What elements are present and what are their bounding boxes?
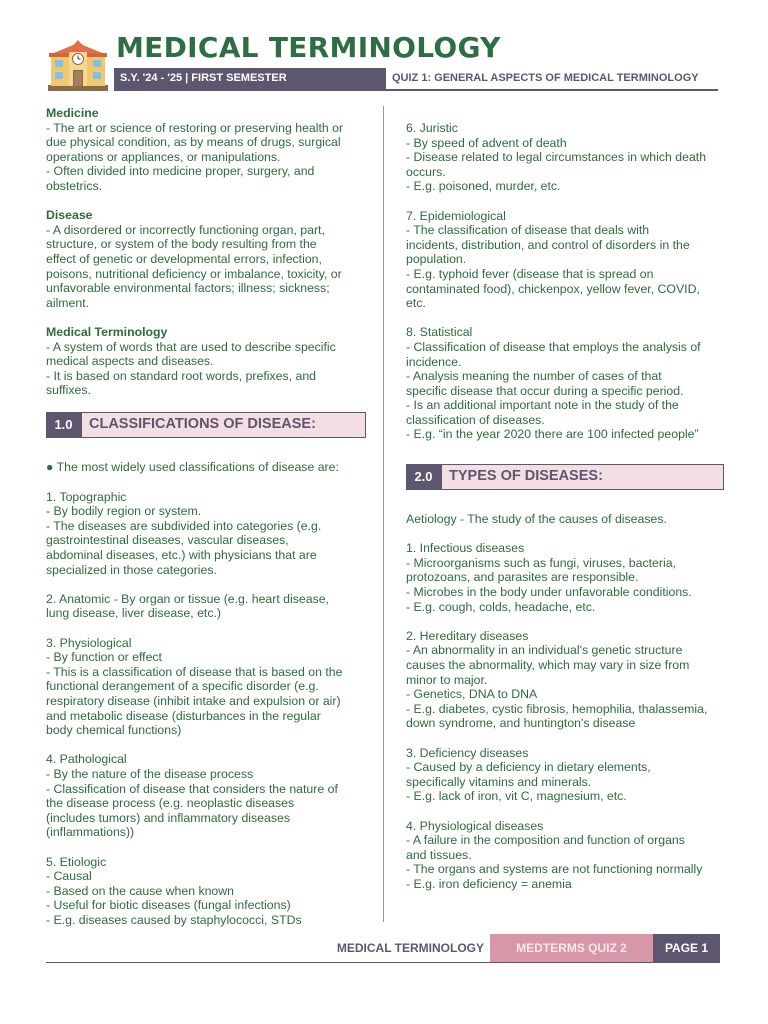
text-line: - Analysis meaning the number of cases of that	[406, 369, 662, 384]
text-line: structure, or system of the body resulting from the	[46, 237, 317, 252]
text-line: - Classification of disease that considers the nature of	[46, 781, 338, 796]
text-line: minor to major.	[406, 672, 488, 687]
quiz-title-label: QUIZ 1: GENERAL ASPECTS OF MEDICAL TERMINOLOGY	[392, 72, 699, 84]
text-line: protozoans, and parasites are responsible.	[406, 570, 639, 585]
text-line: - The classification of disease that deals with	[406, 223, 650, 238]
definition-heading: Disease	[46, 208, 93, 223]
text-line: functional derangement of a specific disorder (e.g.	[46, 679, 319, 694]
text-line: causes the abnormality, which may vary in size from	[406, 658, 690, 672]
school-year-label: S.Y. '24 - '25 | FIRST SEMESTER	[114, 68, 386, 89]
section-number: 2.0	[406, 464, 442, 490]
text-line: - By speed of advent of death	[406, 135, 567, 150]
page-title: MEDICAL TERMINOLOGY	[116, 31, 501, 64]
text-line: - Caused by a deficiency in dietary elements,	[406, 760, 651, 775]
text-line: - E.g. “in the year 2020 there are 100 infected people”	[406, 427, 699, 442]
text-line: - Disease related to legal circumstances in which death	[406, 150, 707, 165]
classification-item	[46, 592, 366, 621]
page-number: PAGE 1	[653, 934, 720, 962]
text-line: 3. Physiological	[46, 635, 132, 650]
text-line: - E.g. lack of iron, vit C, magnesium, etc.	[406, 789, 627, 804]
text-line: population.	[406, 252, 467, 267]
classification-item	[406, 121, 724, 194]
text-line: abdominal diseases, etc.) with physicians that are	[46, 548, 317, 563]
text-line: - The organs and systems are not functioning normally	[406, 862, 703, 877]
footer-quiz-label: MEDTERMS QUIZ 2	[490, 934, 653, 962]
text-line: - Useful for biotic diseases (fungal infections)	[46, 898, 291, 913]
definition-heading: Medicine	[46, 106, 99, 120]
text-line: - By bodily region or system.	[46, 504, 202, 519]
text-line: effect of genetic or developmental errors, infection,	[46, 251, 322, 266]
text-line: operations or appliances, or manipulations.	[46, 149, 281, 164]
definition-heading: Medical Terminology	[46, 324, 168, 339]
text-line: 1. Topographic	[46, 489, 127, 504]
text-line: 3. Deficiency diseases	[406, 745, 529, 760]
text-line: down syndrome, and huntington's disease	[406, 716, 636, 731]
text-line: - E.g. typhoid fever (disease that is spread on	[406, 266, 654, 281]
text-line: specifically vitamins and minerals.	[406, 774, 592, 789]
right-column	[406, 121, 724, 906]
left-column	[46, 106, 366, 942]
section-header-types	[406, 464, 724, 490]
text-line: - E.g. cough, colds, headache, etc.	[406, 599, 596, 614]
text-line: 4. Pathological	[46, 752, 127, 767]
footer-course-label: MEDICAL TERMINOLOGY	[336, 941, 484, 955]
text-line: body chemical functions)	[46, 723, 182, 738]
text-line: gastrointestinal diseases, vascular diseases,	[46, 533, 289, 548]
text-line: - Often divided into medicine proper, surgery, and	[46, 164, 315, 179]
classification-item	[46, 752, 366, 840]
text-line: - E.g. diseases caused by staphylococci, STDs	[46, 912, 302, 927]
text-line: - It is based on standard root words, prefixes, and	[46, 368, 316, 383]
classification-item	[46, 636, 366, 738]
text-line: incidents, distribution, and control of disorders in the	[406, 237, 690, 252]
text-line: - A disordered or incorrectly functioning organ, part,	[46, 222, 325, 237]
text-line: etc.	[406, 296, 426, 311]
text-line: and tissues.	[406, 847, 472, 862]
definition-block	[46, 208, 366, 310]
text-line: obstetrics.	[46, 178, 103, 193]
text-line: respiratory disease (inhibit intake and expulsion or air)	[46, 693, 341, 708]
text-line: specific disease that occur during a specific period.	[406, 383, 684, 398]
aetiology-definition	[406, 512, 724, 527]
disease-type-item	[406, 746, 724, 804]
classification-item	[406, 209, 724, 311]
text-line: - This is a classification of disease that is based on the	[46, 664, 343, 679]
text-line: - Causal	[46, 869, 92, 884]
school-building-icon	[47, 38, 109, 92]
text-line: - By function or effect	[46, 650, 162, 665]
classification-item	[46, 490, 366, 578]
text-line: - E.g. iron deficiency = anemia	[406, 876, 572, 891]
text-line: - The art or science of restoring or preserving health or	[46, 120, 344, 135]
definition-block	[46, 325, 366, 398]
definition-block	[46, 106, 366, 194]
text-line: the disease process (e.g. neoplastic diseases	[46, 796, 295, 811]
text-line: - A system of words that are used to describe specific	[46, 339, 336, 354]
classification-intro	[46, 460, 366, 475]
text-line: 5. Etiologic	[46, 854, 107, 869]
text-line: 4. Physiological diseases	[406, 818, 544, 833]
text-line: - Classification of disease that employs the analysis of	[406, 339, 701, 354]
section-number: 1.0	[46, 412, 82, 438]
text-line: - An abnormality in an individual's genetic structure	[406, 643, 683, 658]
text-line: incidence.	[406, 354, 462, 369]
page-footer	[46, 934, 720, 963]
text-line: 2. Anatomic - By organ or tissue (e.g. heart disease,	[46, 591, 329, 606]
text-line: occurs.	[406, 164, 446, 179]
text-line: - Based on the cause when known	[46, 883, 234, 898]
text-line: suffixes.	[46, 383, 91, 398]
classification-item	[46, 855, 366, 928]
text-line: - A failure in the composition and function of organs	[406, 833, 685, 848]
text-line: classification of diseases.	[406, 412, 545, 427]
text-line: 2. Hereditary diseases	[406, 628, 529, 643]
text-line: (includes tumors) and inflammatory diseases	[46, 810, 290, 825]
text-line: 6. Juristic	[406, 121, 458, 135]
text-line: medical aspects and diseases.	[46, 354, 214, 369]
text-line: specialized in those categories.	[46, 562, 217, 577]
disease-type-item	[406, 629, 724, 731]
text-line: lung disease, liver disease, etc.)	[46, 606, 221, 621]
text-line: - Genetics, DNA to DNA	[406, 687, 538, 702]
text-line: - E.g. poisoned, murder, etc.	[406, 179, 561, 194]
text-line: ailment.	[46, 295, 90, 310]
text-line: poisons, nutritional deficiency or imbalance, toxicity, or	[46, 266, 342, 281]
text-line: 8. Statistical	[406, 325, 473, 340]
text-line: - The diseases are subdivided into categories (e.g.	[46, 518, 322, 533]
text-line: 7. Epidemiological	[406, 208, 506, 223]
text-line: unfavorable environmental factors; illness; sickness;	[46, 281, 330, 296]
section-header-classifications	[46, 412, 366, 438]
header-subbar	[114, 68, 718, 91]
text-line: - Is an additional important note in the study of the	[406, 398, 679, 413]
text-line: - Microorganisms such as fungi, viruses, bacteria,	[406, 555, 676, 570]
column-divider	[383, 106, 384, 922]
text-line: - By the nature of the disease process	[46, 766, 254, 781]
text-line: - E.g. diabetes, cystic fibrosis, hemophilia, thalassemia,	[406, 701, 708, 716]
text-line: Aetiology - The study of the causes of diseases.	[406, 512, 667, 527]
disease-type-item	[406, 819, 724, 892]
text-line: and metabolic disease (disturbances in the regular	[46, 708, 321, 723]
text-line: ● The most widely used classifications of disease are:	[46, 460, 339, 475]
text-line: due physical condition, as by means of drugs, surgical	[46, 135, 341, 150]
section-title: CLASSIFICATIONS OF DISEASE:	[89, 416, 316, 433]
text-line: - Microbes in the body under unfavorable conditions.	[406, 585, 692, 600]
text-line: 1. Infectious diseases	[406, 541, 525, 556]
text-line: contaminated food), chickenpox, yellow fever, COVID,	[406, 281, 700, 296]
text-line: (inflammations))	[46, 825, 135, 840]
classification-item	[406, 325, 724, 442]
section-title: TYPES OF DISEASES:	[449, 468, 603, 485]
disease-type-item	[406, 541, 724, 614]
